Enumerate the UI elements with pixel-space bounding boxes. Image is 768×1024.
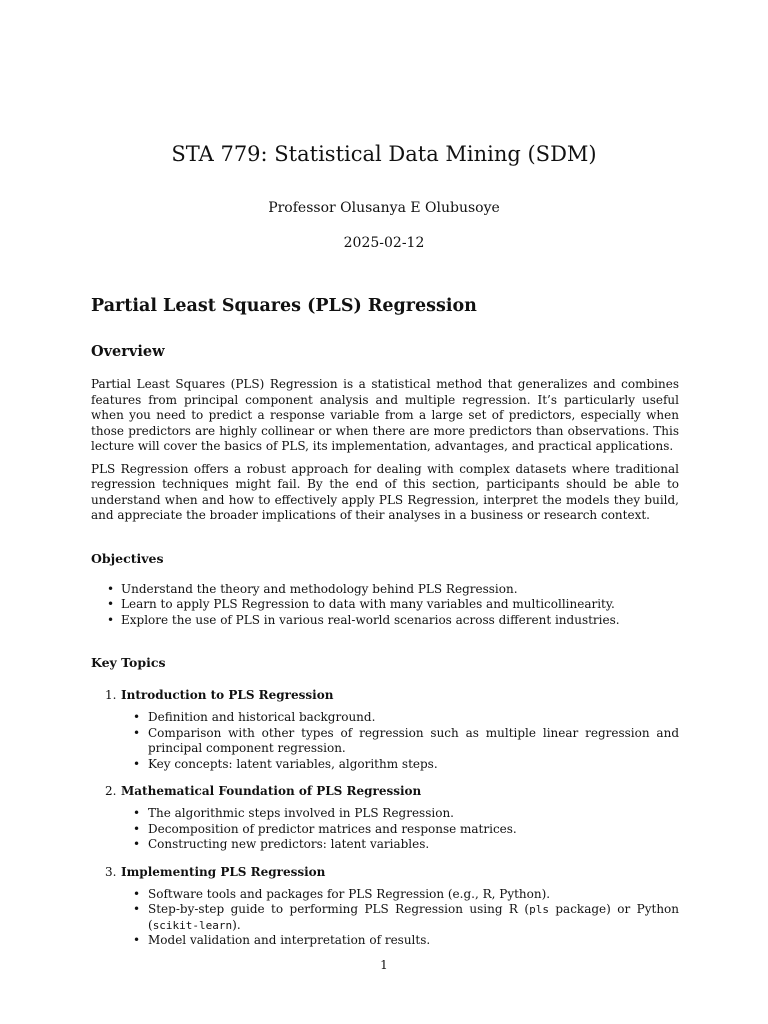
author-name: Professor Olusanya E Olubusoye bbox=[268, 200, 500, 216]
bullet-icon: • bbox=[133, 886, 141, 901]
list-item: • Decomposition of predictor matrices and response matrices. bbox=[133, 821, 517, 836]
topic-item bbox=[91, 863, 679, 949]
list-item: • Comparison with other types of regression such as multiple linear regression and principal component regression. bbox=[133, 725, 679, 755]
bullet-icon: • bbox=[107, 597, 115, 611]
page-number: 1 bbox=[380, 958, 388, 972]
list-item: • The algorithmic steps involved in PLS Regression. bbox=[133, 806, 454, 820]
topic-title: Implementing PLS Regression bbox=[121, 864, 326, 879]
list-item: • Learn to apply PLS Regression to data with many variables and multicollinearity. bbox=[107, 597, 615, 611]
topic-sublist bbox=[121, 806, 679, 853]
list-item: • Model validation and interpretation of results. bbox=[133, 933, 431, 947]
list-item: • Understand the theory and methodology behind PLS Regression. bbox=[107, 581, 518, 596]
topic-number: 1. bbox=[105, 688, 117, 702]
topic-item bbox=[91, 782, 679, 853]
list-item: • Step-by-step guide to performing PLS Regression using R (pls package) or Python (scikit-learn). bbox=[133, 902, 679, 932]
bullet-icon: • bbox=[133, 806, 141, 820]
key-topics-list bbox=[91, 686, 679, 949]
list-item: • Software tools and packages for PLS Regression (e.g., R, Python). bbox=[133, 886, 551, 901]
objectives-list bbox=[91, 582, 679, 629]
bullet-icon: • bbox=[107, 581, 115, 596]
bullet-icon: • bbox=[133, 756, 141, 771]
code-pls: pls bbox=[529, 903, 549, 916]
topic-sublist bbox=[121, 887, 679, 949]
topic-sublist bbox=[121, 710, 679, 772]
list-item: • Key concepts: latent variables, algorithm steps. bbox=[133, 756, 438, 771]
section-title: Partial Least Squares (PLS) Regression bbox=[91, 296, 477, 316]
code-scikit-learn: scikit-learn bbox=[152, 918, 233, 932]
bullet-icon: • bbox=[133, 933, 141, 947]
bullet-icon: • bbox=[133, 725, 141, 740]
topic-number: 3. bbox=[105, 864, 117, 879]
overview-paragraph-1: Partial Least Squares (PLS) Regression is a statistical method that generalizes and combines features from principal component analysis and multiple regression. It’s particularly useful when you need to predict a response variable from a large set of predictors, especially when those predictors are highly collinear or when there are more predictors than observations. This lecture will cover the basics of PLS, its implementation, advantages, and practical applications. bbox=[91, 377, 679, 453]
document-date: 2025-02-12 bbox=[343, 235, 425, 251]
topic-title: Introduction to PLS Regression bbox=[121, 688, 334, 702]
list-item: • Explore the use of PLS in various real-world scenarios across different industries. bbox=[107, 612, 620, 627]
list-item: • Constructing new predictors: latent variables. bbox=[133, 837, 430, 851]
document-title: STA 779: Statistical Data Mining (SDM) bbox=[171, 142, 597, 166]
overview-heading: Overview bbox=[91, 343, 165, 360]
key-topics-heading: Key Topics bbox=[91, 655, 166, 670]
overview-paragraph-2: PLS Regression offers a robust approach for dealing with complex datasets where traditional regression techniques might fail. By the end of this section, participants should be able to understand when and how to effectively apply PLS Regression, interpret the models they build, and appreciate the broader implications of their analyses in a business or research context. bbox=[91, 461, 679, 522]
objectives-heading: Objectives bbox=[91, 550, 164, 566]
bullet-icon: • bbox=[133, 710, 141, 724]
bullet-icon: • bbox=[133, 821, 141, 836]
bullet-icon: • bbox=[107, 612, 115, 627]
bullet-icon: • bbox=[133, 902, 141, 916]
topic-number: 2. bbox=[105, 784, 117, 798]
list-item: • Definition and historical background. bbox=[133, 710, 376, 724]
topic-item bbox=[91, 686, 679, 772]
bullet-icon: • bbox=[133, 837, 141, 851]
main-content bbox=[91, 294, 679, 959]
topic-title: Mathematical Foundation of PLS Regression bbox=[121, 784, 422, 798]
